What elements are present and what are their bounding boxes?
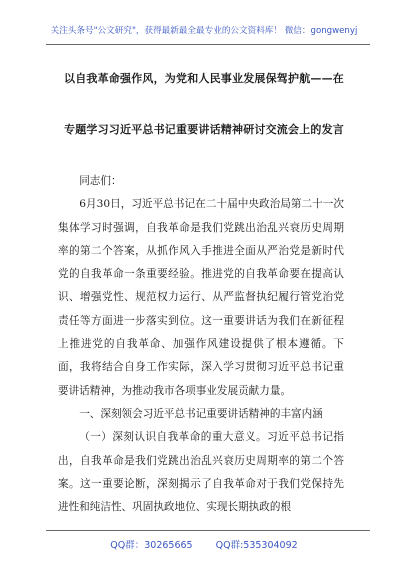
paragraph-2: 习近平总书记指出，自我革命是我们党跳出治乱兴衰历史周期率的第二个答案。这一重要论断，深刻揭示了自我革命对于我们党保持先进性和纯洁性、巩固执政地位、实现长期执政的根 — [58, 431, 345, 514]
subsection-1-heading: （一）深刻认识自我革命的重大意义。 — [79, 431, 268, 444]
subsection-1-paragraph — [58, 426, 344, 519]
section-1-heading: 一、深刻领会习近平总书记重要讲话精神的丰富内涵 — [79, 407, 323, 420]
footer-qq-group-1: QQ群：30265665 — [110, 540, 193, 551]
document-body — [58, 170, 344, 519]
header-rule — [46, 44, 370, 45]
footer-rule — [46, 530, 370, 531]
document-title-line-2: 专题学习习近平总书记重要讲话精神研讨交流会上的发言 — [64, 123, 344, 136]
document-title-line-1: 以自我革命强作风，为党和人民事业发展保驾护航——在 — [64, 72, 344, 85]
paragraph-1: 6月30日，习近平总书记在二十届中央政治局第二十一次集体学习时强调，自我革命是我们党跳出治乱兴衰历史周期率的第二个答案，从抓作风入手推进全面从严治党是新时代党的自我革命一条重要经验。推进党的自我革命要在提高认识、增强党性、规范权力运行、从严监督执纪履行管党治党责任等方面进一步落实到位。这一重要讲话为我们在新征程上推进党的自我革命、加强作风建设提供了根本遵循。下面，我将结合自身工作实际，深入学习贯彻习近平总书记重要讲话精神，为推动我市各项事业发展贡献力量。 — [58, 198, 344, 397]
salutation: 同志们： — [79, 175, 122, 187]
footer-note — [0, 537, 408, 551]
header-note: 关注头条号"公文研究"，获得最新最全最专业的公文资料库！ 微信：gongwenyj — [50, 26, 358, 36]
footer-qq-group-2: QQ群:535304092 — [215, 540, 298, 551]
